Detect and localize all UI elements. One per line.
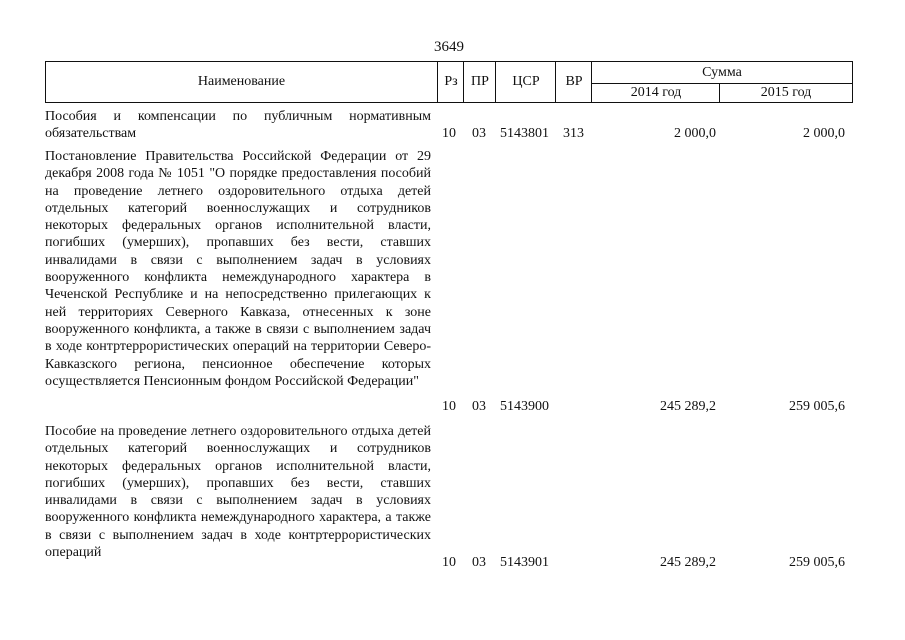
header-sum: Сумма <box>591 62 852 84</box>
row-pr: 03 <box>472 399 486 414</box>
header-pr: ПР <box>463 62 496 102</box>
page-number: 3649 <box>434 39 464 55</box>
table-row <box>45 108 853 148</box>
row-rz: 10 <box>442 126 456 141</box>
header-rz: Рз <box>437 62 464 102</box>
row-sum-2015: 259 005,6 <box>789 555 845 570</box>
row-pr: 03 <box>472 126 486 141</box>
row-name: Постановление Правительства Российской Федерации от 29 декабря 2008 года № 1051 "О порядке предоставления пособий на проведение летнего оздоровительного отдыха детей отдельных категорий военнослужащих и сотрудников некоторых федеральных органов исполнительной власти, погибших (умерших), пропавших без вести, ставших инвалидами в связи с выполнением задач в условиях вооруженного конфликта немеждународного характера в Чеченской Республике и на непосредственно прилегающих к ней территориях Северного Кавказа, отнесенных к зоне вооруженного конфликта, а также в связи с выполнением задач в ходе контртеррористических операций на территории Северо-Кавказского региона, пенсионное обеспечение которых осуществляется Пенсионным фондом Российской Федерации" <box>45 149 431 389</box>
row-sum-2014: 245 289,2 <box>660 399 716 414</box>
header-name: Наименование <box>197 74 286 89</box>
header-year-2014: 2014 год <box>591 83 720 102</box>
row-sum-2014: 245 289,2 <box>660 555 716 570</box>
row-csr: 5143801 <box>500 126 549 141</box>
table-header <box>45 61 853 103</box>
row-csr: 5143900 <box>500 399 549 414</box>
row-sum-2015: 259 005,6 <box>789 399 845 414</box>
table-row <box>45 423 853 583</box>
row-sum-2014: 2 000,0 <box>674 126 716 141</box>
header-year-2015: 2015 год <box>719 83 852 102</box>
header-vr: ВР <box>555 62 592 102</box>
row-name: Пособия и компенсации по публичным нормативным обязательствам <box>45 109 431 142</box>
row-name: Пособие на проведение летнего оздоровительного отдыха детей отдельных категорий военнослужащих и сотрудников некоторых федеральных органов исполнительной власти, погибших (умерших), пропавших без вести, ставших инвалидами в связи с выполнением задач в условиях вооруженного конфликта немеждународного характера, а также в связи с выполнением задач в ходе контртеррористических операций <box>45 424 431 561</box>
row-csr: 5143901 <box>500 555 549 570</box>
table-row <box>45 148 853 418</box>
header-csr: ЦСР <box>495 62 556 102</box>
row-rz: 10 <box>442 555 456 570</box>
row-vr: 313 <box>563 126 584 141</box>
row-sum-2015: 2 000,0 <box>803 126 845 141</box>
row-pr: 03 <box>472 555 486 570</box>
row-rz: 10 <box>442 399 456 414</box>
